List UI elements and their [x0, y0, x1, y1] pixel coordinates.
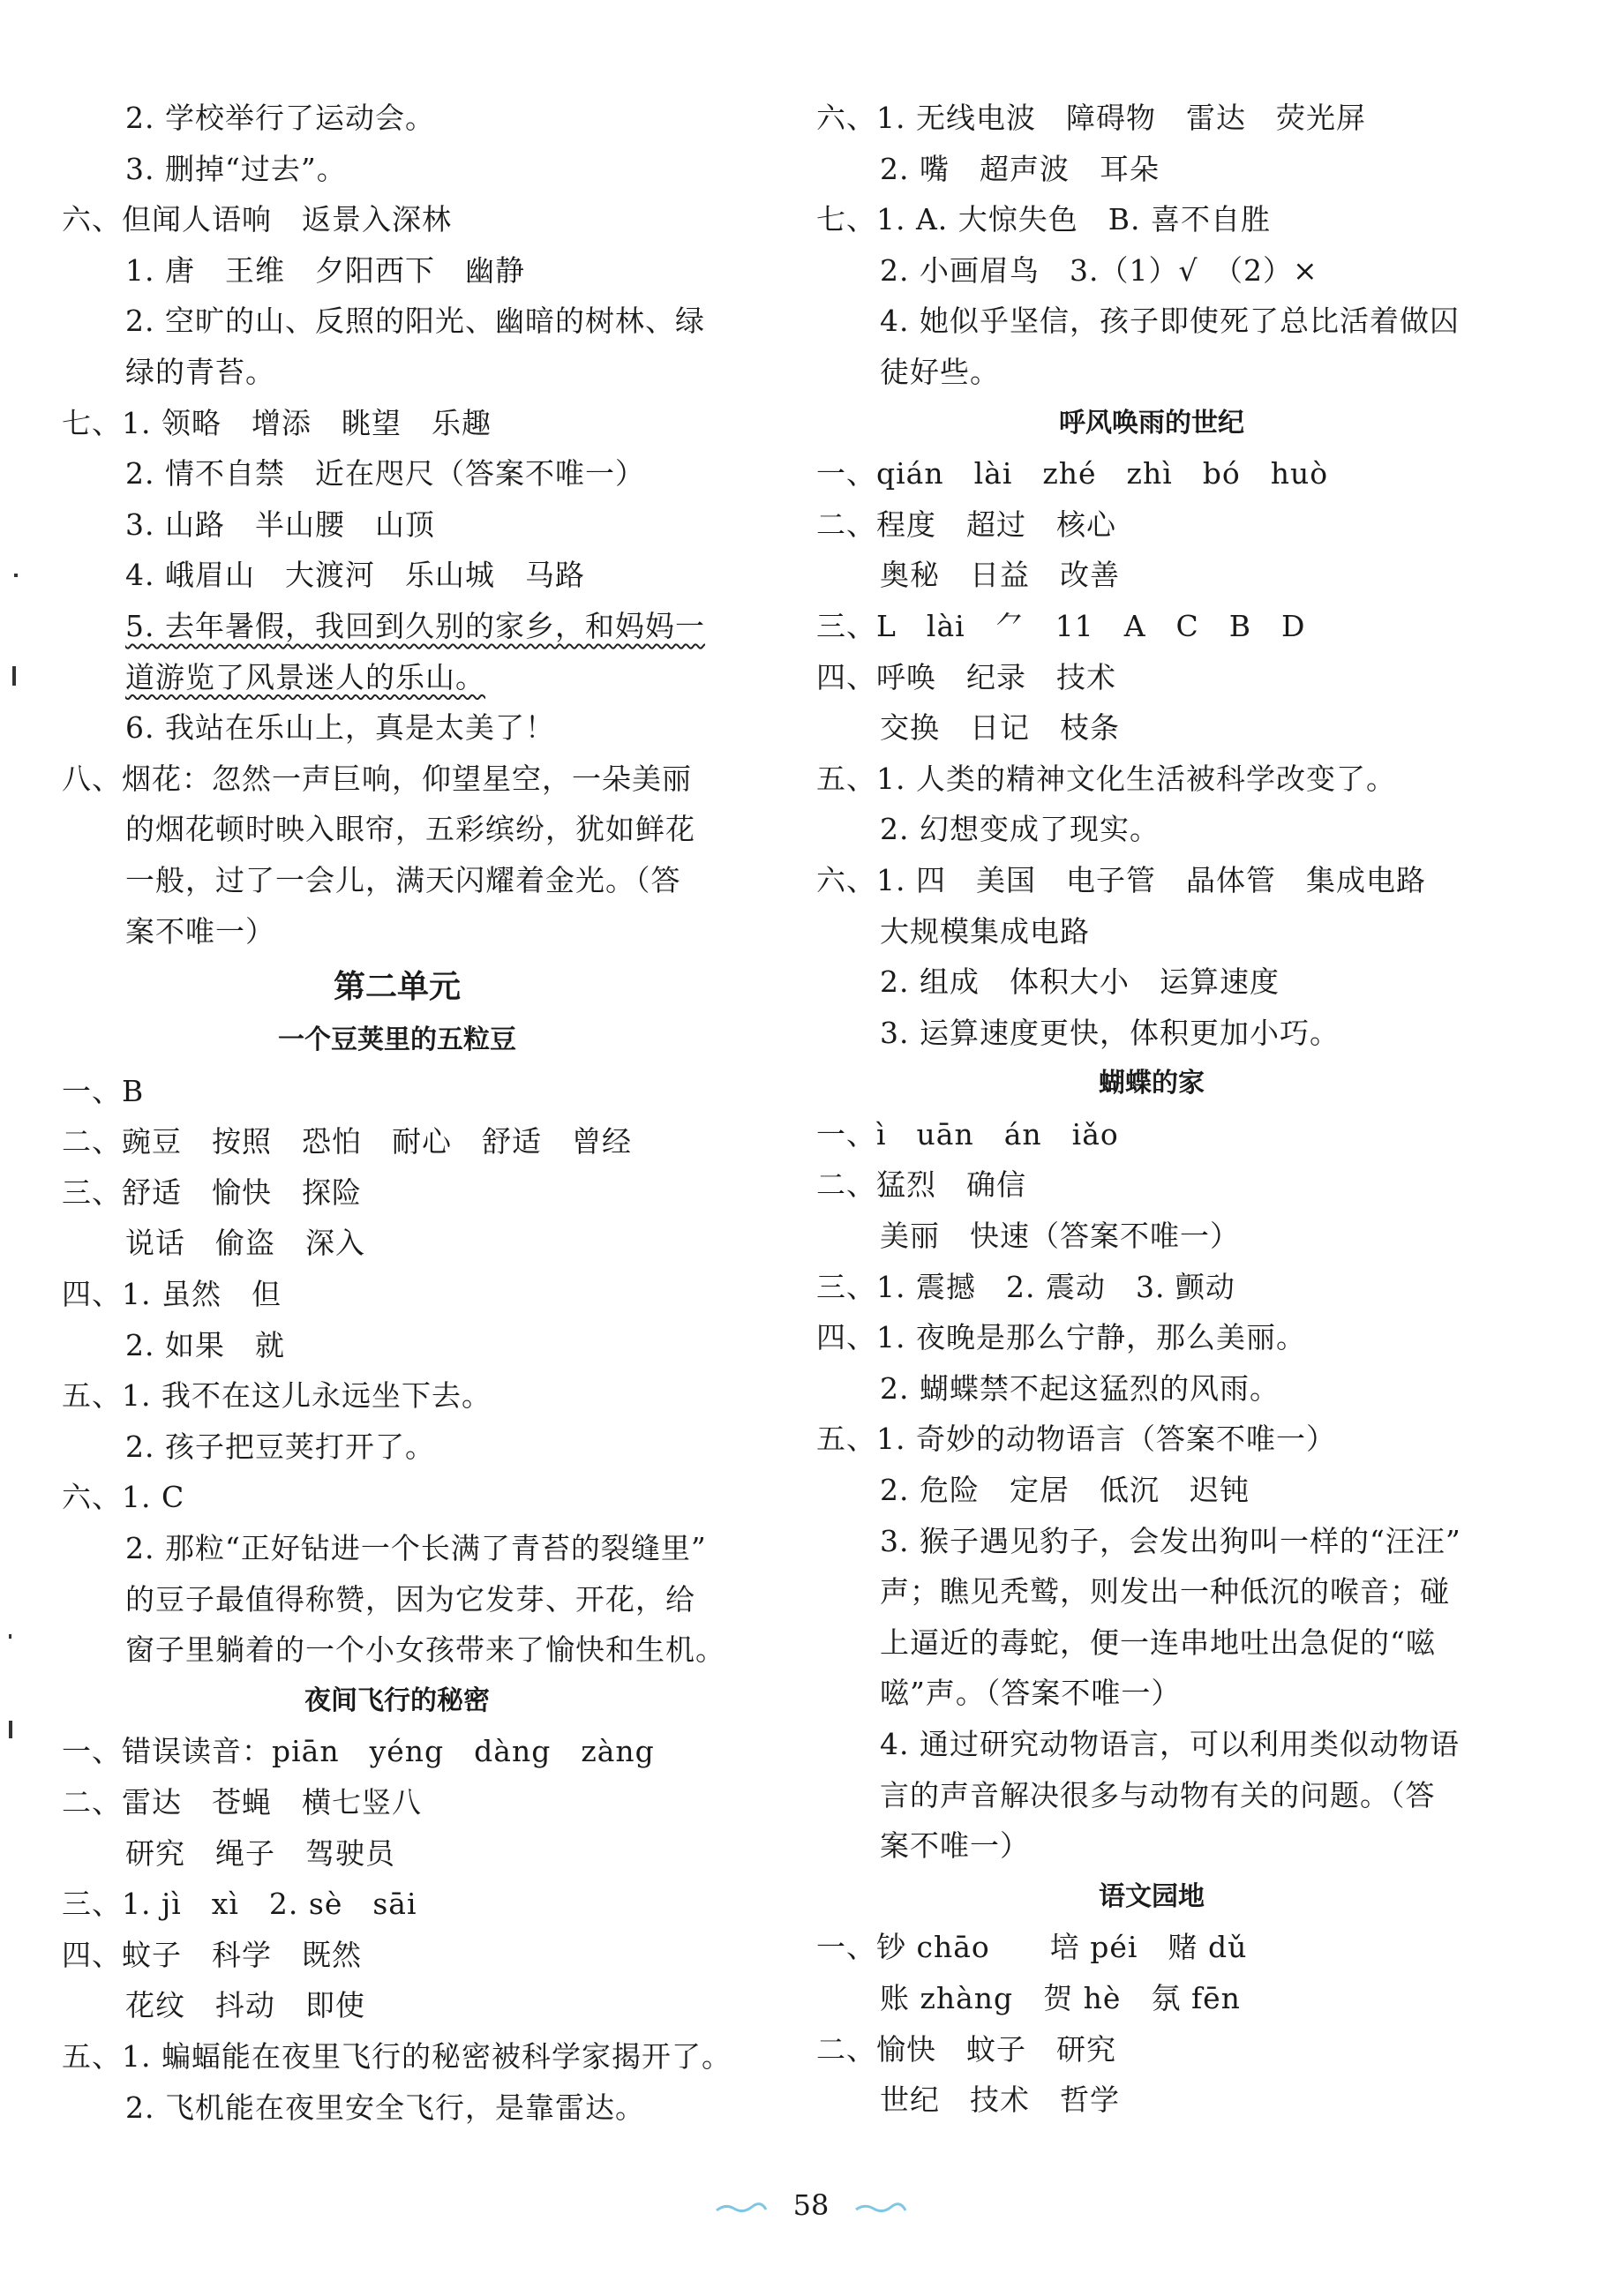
scan-mark — [12, 666, 16, 686]
answer-line: 2. 空旷的山、反照的阳光、幽暗的树林、绿 — [125, 304, 705, 339]
answer-line: 绿的青苔。 — [125, 354, 275, 389]
answer-line: 6. 我站在乐山上，真是太美了！ — [125, 710, 555, 746]
answer-line: 五、1. 蝙蝠能在夜里飞行的秘密被科学家揭开了。 — [62, 2038, 732, 2074]
wave-ornament-left-icon — [715, 2202, 768, 2214]
section-title: 夜间飞行的秘密 — [304, 1684, 490, 1716]
answer-line: 三、舒适 愉快 探险 — [62, 1174, 362, 1210]
answer-line: 四、蚊子 科学 既然 — [62, 1937, 362, 1972]
scan-mark — [9, 1721, 12, 1738]
answer-line: 一般，过了一会儿，满天闪耀着金光。（答 — [125, 862, 681, 897]
page-number: 58 — [792, 2188, 830, 2222]
section-title: 蝴蝶的家 — [1099, 1068, 1205, 1099]
answer-line: 2. 组成 体积大小 运算速度 — [880, 964, 1280, 1000]
answer-line: 一、错误读音：piān yéng dàng zàng — [62, 1734, 655, 1769]
scan-mark — [14, 574, 18, 577]
answer-line: 案不唯一） — [880, 1828, 1030, 1864]
answer-line: 4. 她似乎坚信，孩子即使死了总比活着做囚 — [880, 304, 1460, 339]
right-column — [816, 93, 1487, 2126]
answer-line: 4. 峨眉山 大渡河 乐山城 马路 — [125, 558, 585, 593]
answer-line: 3. 运算速度更快，体积更加小巧。 — [880, 1015, 1340, 1050]
answer-line: 六、1. 四 美国 电子管 晶体管 集成电路 — [816, 862, 1426, 897]
answer-line: 一、qián lài zhé zhì bó huò — [816, 456, 1329, 491]
answer-line: 2. 情不自禁 近在咫尺（答案不唯一） — [125, 456, 645, 491]
answer-line: 1. 唐 王维 夕阳西下 幽静 — [125, 252, 525, 288]
page-footer — [0, 2188, 1622, 2222]
answer-line: 4. 通过研究动物语言，可以利用类似动物语 — [880, 1727, 1460, 1761]
answer-line: 六、1. C — [62, 1480, 185, 1515]
answer-line: 一、B — [62, 1073, 145, 1108]
wave-ornament-right-icon — [854, 2202, 907, 2214]
answer-line: 七、1. 领略 增添 眺望 乐趣 — [62, 405, 492, 440]
answer-line: 窗子里躺着的一个小女孩带来了愉快和生机。 — [125, 1632, 725, 1668]
section-title: 一个豆荚里的五粒豆 — [278, 1024, 516, 1056]
answer-line: 2. 那粒“正好钻进一个长满了青苔的裂缝里” — [125, 1531, 707, 1566]
answer-line: 案不唯一） — [125, 913, 275, 949]
answer-line: 五、1. 人类的精神文化生活被科学改变了。 — [816, 761, 1396, 796]
answer-line: 七、1. A. 大惊失色 B. 喜不自胜 — [816, 202, 1272, 237]
answer-line: 二、程度 超过 核心 — [816, 506, 1116, 542]
answer-line: 2. 嘴 超声波 耳朵 — [880, 151, 1160, 186]
answer-line: 2. 蝴蝶禁不起这猛烈的风雨。 — [880, 1370, 1280, 1406]
answer-line: 大规模集成电路 — [880, 913, 1090, 949]
answer-line: 2. 危险 定居 低沉 迟钝 — [880, 1473, 1250, 1508]
section-title: 语文园地 — [1099, 1880, 1205, 1912]
answer-line: 2. 飞机能在夜里安全飞行，是靠雷达。 — [125, 2090, 645, 2125]
section-title: 呼风唤雨的世纪 — [1059, 407, 1244, 439]
answer-line: 四、1. 夜晚是那么宁静，那么美丽。 — [816, 1320, 1306, 1355]
answer-line: 三、1. jì xì 2. sè sāi — [62, 1887, 417, 1922]
answer-line: 奥秘 日益 改善 — [880, 558, 1120, 593]
answer-line: 2. 学校举行了运动会。 — [125, 101, 435, 135]
answer-line: 3. 山路 半山腰 山顶 — [125, 506, 435, 542]
answer-line: 二、猛烈 确信 — [816, 1167, 1026, 1203]
left-column — [62, 93, 732, 2133]
answer-line: 2. 如果 就 — [125, 1327, 285, 1362]
answer-line: 2. 小画眉鸟 3.（1）√ （2）× — [880, 252, 1318, 288]
answer-line: 的烟花顿时映入眼帘，五彩缤纷，犹如鲜花 — [125, 812, 695, 847]
answer-line: 研究 绳子 驾驶员 — [125, 1835, 395, 1871]
answer-line: 八、烟花：忽然一声巨响，仰望星空，一朵美丽 — [62, 761, 692, 796]
unit-title: 第二单元 — [333, 969, 461, 1006]
underlined-text: 5. 去年暑假，我回到久别的家乡，和妈妈一 — [125, 608, 705, 643]
answer-line: 一、ì uān án iǎo — [816, 1116, 1119, 1152]
answer-line: 四、呼唤 纪录 技术 — [816, 659, 1116, 694]
answer-line: 五、1. 我不在这儿永远坐下去。 — [62, 1378, 492, 1414]
answer-line — [62, 601, 732, 652]
answer-line: 的豆子最值得称赞，因为它发芽、开花，给 — [125, 1581, 695, 1617]
scan-mark — [9, 1634, 11, 1639]
answer-line — [62, 652, 732, 703]
answer-line: 五、1. 奇妙的动物语言（答案不唯一） — [816, 1422, 1336, 1457]
answer-line: 3. 删掉“过去”。 — [125, 151, 347, 186]
answer-line: 二、愉快 蚊子 研究 — [816, 2031, 1116, 2067]
answer-line: 言的声音解决很多与动物有关的问题。（答 — [880, 1777, 1436, 1812]
answer-line: 账 zhàng 贺 hè 氛 fēn — [880, 1980, 1241, 2015]
answer-line: 花纹 抖动 即使 — [125, 1988, 365, 2023]
answer-line: 2. 孩子把豆荚打开了。 — [125, 1429, 435, 1464]
answer-line: 世纪 技术 哲学 — [880, 2082, 1120, 2118]
answer-line: 美丽 快速（答案不唯一） — [880, 1219, 1240, 1254]
answer-line: 2. 幻想变成了现实。 — [880, 812, 1160, 847]
answer-line: 四、1. 虽然 但 — [62, 1277, 282, 1312]
answer-line: 二、豌豆 按照 恐怕 耐心 舒适 曾经 — [62, 1124, 632, 1159]
answer-line: 三、L lài ⺈ 11 A C B D — [816, 608, 1306, 643]
answer-line: 二、雷达 苍蝇 横七竖八 — [62, 1785, 422, 1820]
answer-line: 三、1. 震撼 2. 震动 3. 颤动 — [816, 1269, 1235, 1304]
answer-line: 六、1. 无线电波 障碍物 雷达 荧光屏 — [816, 101, 1366, 135]
answer-line: 六、但闻人语响 返景入深林 — [62, 202, 452, 237]
answer-line: 嗞”声。（答案不唯一） — [880, 1676, 1182, 1711]
answer-line: 一、钞 chāo 培 péi 赌 dǔ — [816, 1930, 1248, 1965]
underlined-text: 道游览了风景迷人的乐山。 — [125, 659, 485, 694]
answer-line: 3. 猴子遇见豹子，会发出狗叫一样的“汪汪” — [880, 1523, 1461, 1558]
answer-line: 交换 日记 枝条 — [880, 710, 1120, 746]
answer-line: 徒好些。 — [880, 354, 1000, 389]
answer-line: 上逼近的毒蛇，便一连串地吐出急促的“嗞 — [880, 1624, 1436, 1660]
answer-line: 说话 偷盗 深入 — [125, 1226, 365, 1261]
answer-line: 声；瞧见秃鹫，则发出一种低沉的喉音；碰 — [880, 1574, 1450, 1609]
